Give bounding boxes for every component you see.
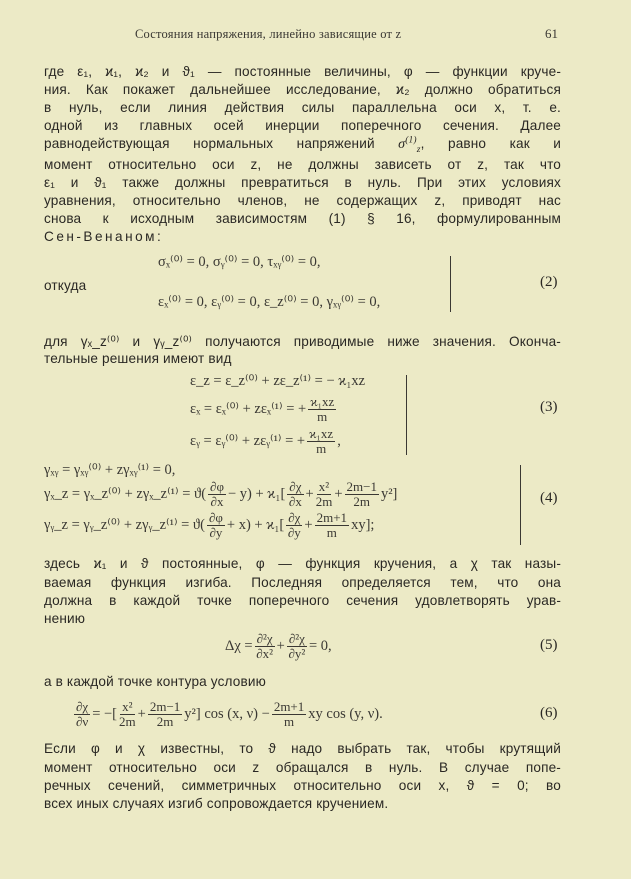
equation-line: εₓ⁽⁰⁾ = 0, εᵧ⁽⁰⁾ = 0, ε_z⁽⁰⁾ = 0, γₓᵧ⁽⁰⁾ = 0, <box>158 294 381 310</box>
equation-line: γᵧ_z = γᵧ_z⁽⁰⁾ + zγᵧ_z⁽¹⁾ = ϑ( $\frac{\partial\varphi}{\partial y}$ + x) + ϰ₁[ $\frac{\partial\chi}{\partial y}$ + $\frac{2m+1}{m}$ xy]; <box>44 510 375 540</box>
text-line: снова к исходным зависимостям (1) § 16, формулированным <box>44 211 561 226</box>
text-line: для γₓ_z⁽⁰⁾ и γᵧ_z⁽⁰⁾ получаются приводимые ниже значения. Оконча- <box>44 334 561 349</box>
text-line: всех иных случаях изгиб сопровождается кручением. <box>44 796 389 811</box>
text-segment: равнодействующая нормальных напряжений <box>44 136 399 151</box>
text-line: тельные решения имеют вид <box>44 351 232 366</box>
text-line: а в каждой точке контура условию <box>44 674 266 689</box>
equation-line: εₓ = εₓ⁽⁰⁾ + zεₓ⁽¹⁾ = + $\frac{\text{ϰ₁xz}}{m}$ <box>190 394 335 424</box>
text-segment: , равно как и <box>420 136 561 151</box>
equation-number: (4) <box>540 490 558 506</box>
text-line: речных сечений, симметричных относительно оси x, ϑ = 0; во <box>44 778 561 793</box>
text-line: момент относительно оси z обращался в нуль. В случае попе- <box>44 760 561 775</box>
text-line: здесь ϰ₁ и ϑ постоянные, φ — функция кручения, а χ так назы- <box>44 556 561 571</box>
equation-line: εᵧ = εᵧ⁽⁰⁾ + zεᵧ⁽¹⁾ = + $\frac{\text{ϰ₁xz}}{m}$ , <box>190 426 341 456</box>
text-line: ваемая функция изгиба. Последняя определяется тем, что она <box>44 575 561 590</box>
text-line: где ε₁, ϰ₁, ϰ₂ и ϑ₁ — постоянные величины, φ — функции круче- <box>44 64 561 79</box>
math-sigma: $\sigma^{(1)}_z$ <box>398 135 421 155</box>
text-line: уравнения, относительно членов, не содержащих z, приводят нас <box>44 193 561 208</box>
text-line: момент относительно оси z, не должны зависеть от z, так что <box>44 157 561 172</box>
equation-line: ε_z = ε_z⁽⁰⁾ + zε_z⁽¹⁾ = − ϰ₁xz <box>190 373 366 389</box>
equation-line: Δχ = $\frac{\text{∂²χ}}{\text{∂x²}}$ + $\frac{\text{∂²χ}}{\text{∂y²}}$ = 0, <box>225 631 332 661</box>
text-line: Если φ и χ известны, то ϑ надо выбрать так, чтобы крутящий <box>44 741 561 756</box>
equation-line: γₓᵧ = γₓᵧ⁽⁰⁾ + zγₓᵧ⁽¹⁾ = 0, <box>44 462 176 478</box>
text-line: ния. Как покажет дальнейшее исследование, ϰ₂ должно обратиться <box>44 82 561 97</box>
text-line: откуда <box>44 278 87 293</box>
text-line: должна в каждой точке поперечного сечения удовлетворять урав- <box>44 593 561 608</box>
equation-number: (2) <box>540 274 558 290</box>
equation-line: $\frac{\partial\chi}{\partial\nu}$ = −[ $\frac{\text{x²}}{2m}$ + $\frac{2m-1}{2m}$ y²] cos (x, ν) − $\frac{2m+1}{m}$ xy cos (y, ν). <box>75 699 383 729</box>
text-line <box>44 136 561 153</box>
equation-line: σₓ⁽⁰⁾ = 0, σᵧ⁽⁰⁾ = 0, τₓᵧ⁽⁰⁾ = 0, <box>158 254 321 270</box>
equation-number: (5) <box>540 637 558 653</box>
equation-line: γₓ_z = γₓ_z⁽⁰⁾ + zγₓ_z⁽¹⁾ = ϑ( $\frac{\partial\varphi}{\partial x}$ − y) + ϰ₁[ $\frac{\partial\chi}{\partial x}$ + $\frac{\text{x²}}{2m}$ + $\frac{2m-1}{2m}$ y²] <box>44 479 398 509</box>
text-line: в нуль, если линия действия силы параллельна оси x, т. е. <box>44 100 561 115</box>
running-header: Состояния напряжения, линейно зависящие от z <box>135 27 402 41</box>
brace-bar <box>406 375 407 455</box>
text-line: ε₁ и ϑ₁ также должны превратиться в нуль. При этих условиях <box>44 175 561 190</box>
text-line: одной из главных осей инерции поперечного сечения. Далее <box>44 118 561 133</box>
brace-bar <box>520 465 521 545</box>
brace-bar <box>450 256 451 312</box>
equation-number: (3) <box>540 399 558 415</box>
page-number: 61 <box>545 26 558 41</box>
text-line: Сен-Венаном: <box>44 229 164 244</box>
text-line: нению <box>44 611 86 626</box>
equation-number: (6) <box>540 705 558 721</box>
